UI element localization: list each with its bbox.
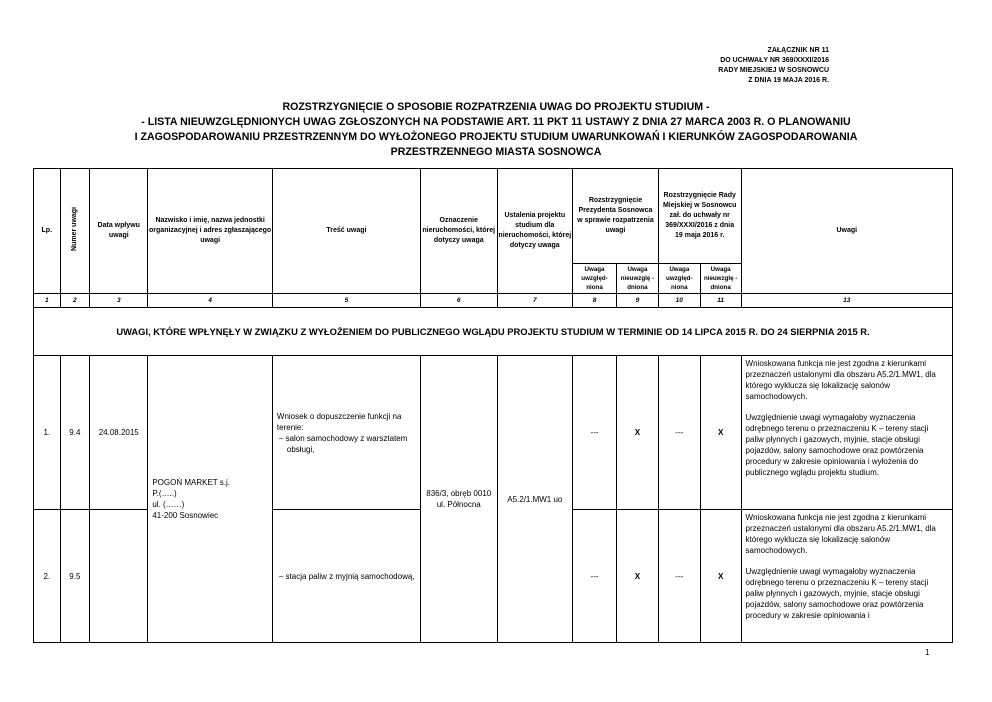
col-number: 4 [148, 294, 273, 308]
header-data: Data wpływu uwagi [90, 169, 148, 294]
row-rada-nieuwzgl: X [700, 356, 741, 510]
annex-line-2: DO UCHWAŁY NR 369/XXXI/2016 [720, 57, 829, 64]
uwagi-paragraph-1: Wnioskowana funkcja nie jest zgodna z kierunkami przeznaczeń ustalonymi dla obszaru A5.2/1.MW1, dla którego wyklucza się lokalizację salonów samochodowych. [745, 359, 936, 401]
property-cell: 836/3, obręb 0010 ul. Północna [420, 356, 497, 643]
row-rada-uwzgl: --- [658, 356, 700, 510]
row-lp: 1. [34, 356, 61, 510]
applicant-name: POGOŃ MARKET s.j. [152, 478, 230, 487]
row-rada-nieuwzgl: X [700, 510, 741, 643]
header-numer: Numer uwagi [70, 207, 78, 251]
uwagi-paragraph-1: Wnioskowana funkcja nie jest zgodna z kierunkami przeznaczeń ustalonymi dla obszaru A5.2/1.MW1, dla którego wyklucza się lokalizację salonów samochodowych. [745, 513, 936, 555]
title-line-3: I ZAGOSPODAROWANIU PRZESTRZENNYM DO WYŁOŻONEGO PROJEKTU STUDIUM UWARUNKOWAŃ I KIERUNKÓW ZAGOSPODAROWANIA [134, 131, 858, 143]
applicant-city: 41-200 Sosnowiec [152, 511, 219, 520]
col-number: 3 [90, 294, 148, 308]
header-prez-nieuwzgl: Uwaga nieuwzglę -dniona [616, 264, 658, 294]
remarks-table [33, 168, 953, 643]
col-number: 2 [60, 294, 90, 308]
title-line-2: - LISTA NIEUWZGLĘDNIONYCH UWAG ZGŁOSZONYCH NA PODSTAWIE ART. 11 PKT 11 USTAWY Z DNIA 27 MARCA 2003 R. O PLANOWANIU [141, 116, 851, 128]
col-number: 1 [34, 294, 61, 308]
col-number: 6 [420, 294, 497, 308]
col-number: 5 [272, 294, 420, 308]
row-prez-uwzgl: --- [573, 356, 617, 510]
row-uwagi [741, 510, 952, 643]
header-lp: Lp. [34, 169, 61, 294]
col-number: 13 [741, 294, 952, 308]
header-rada-uwzgl: Uwaga uwzględ-niona [658, 264, 700, 294]
uwagi-paragraph-2: Uwzględnienie uwagi wymagałoby wyznaczenia odrębnego terenu o przeznaczeniu K – tereny stacji paliw płynnych i gazowych, myjnie, stacje obsługi pojazdów, salony samochodowe oraz powtórzenia procedury w zakresie opiniowania i [745, 567, 929, 620]
header-nazwisko: Nazwisko i imię, nazwa jednostki organizacyjnej i adres zgłaszającego uwagi [148, 169, 273, 294]
col-number: 7 [497, 294, 573, 308]
annex-header [718, 46, 829, 86]
col-number: 10 [658, 294, 700, 308]
uwagi-paragraph-2: Uwzględnienie uwagi wymagałoby wyznaczenia odrębnego terenu o przeznaczeniu K – tereny stacji paliw płynnych i gazowych, myjnie, stacje obsługi pojazdów, salony samochodowe oraz powtórzenia procedury w zakresie opiniowania i wyłożenia do publicznego wglądu projektu studium. [745, 413, 929, 477]
row-prez-nieuwzgl: X [616, 356, 658, 510]
table-row [34, 356, 953, 510]
header-prez-uwzgl: Uwaga uwzględ-niona [573, 264, 617, 294]
tresc-item: – stacja paliw z myjnią samochodową, [278, 571, 415, 581]
title-line-4: PRZESTRZENNEGO MIASTA SOSNOWCA [390, 146, 602, 158]
annex-line-1: ZAŁĄCZNIK NR 11 [767, 47, 829, 54]
row-data: 24.08.2015 [90, 356, 148, 510]
row-rada-uwzgl: --- [658, 510, 700, 643]
row-numer: 9.4 [60, 356, 90, 510]
row-lp: 2. [34, 510, 61, 643]
col-number: 9 [616, 294, 658, 308]
title-line-1: ROZSTRZYGNIĘCIE O SPOSOBIE ROZPATRZENIA UWAG DO PROJEKTU STUDIUM - [282, 101, 710, 113]
row-prez-nieuwzgl: X [616, 510, 658, 643]
tresc-intro: Wniosek o dopuszczenie funkcji na terenie: [276, 411, 402, 432]
study-cell: A5.2/1.MW1 uo [497, 356, 573, 643]
section-title: UWAGI, KTÓRE WPŁYNĘŁY W ZWIĄZKU Z WYŁOŻENIEM DO PUBLICZNEGO WGLĄDU PROJEKTU STUDIUM W TERMINIE OD 14 LIPCA 2015 R. DO 24 SIERPNIA 2015 R. [34, 308, 953, 356]
header-rada: Rozstrzygnięcie Rady Miejskiej w Sosnowcu zał. do uchwały nr 369/XXXI/2016 z dnia 19 maja 2016 r. [658, 169, 741, 264]
row-tresc [272, 510, 420, 643]
col-number: 8 [573, 294, 617, 308]
row-uwagi [741, 356, 952, 510]
tresc-item: – salon samochodowy z warsztatem obsługi, [278, 433, 408, 454]
header-prezydent: Rozstrzygnięcie Prezydenta Sosnowca w sprawie rozpatrzenia uwagi [573, 169, 659, 264]
row-numer: 9.5 [60, 510, 90, 643]
annex-line-3: RADY MIEJSKIEJ W SOSNOWCU [718, 67, 829, 74]
applicant-street: ul. (……) [152, 500, 185, 509]
header-tresc: Treść uwagi [272, 169, 420, 294]
annex-line-4: Z DNIA 19 MAJA 2016 R. [748, 77, 829, 84]
document-title [40, 100, 952, 160]
applicant-p: P.(…..) [152, 489, 177, 498]
row-tresc [272, 356, 420, 510]
row-data [90, 510, 148, 643]
header-uwagi: Uwagi [741, 169, 952, 294]
header-ustalenia: Ustalenia projektu studium dla nieruchomości, której dotyczy uwaga [497, 169, 573, 294]
row-prez-uwzgl: --- [573, 510, 617, 643]
page-number: 1 [925, 648, 930, 657]
col-number: 11 [700, 294, 741, 308]
header-oznaczenie: Oznaczenie nieruchomości, której dotyczy uwaga [420, 169, 497, 294]
applicant-cell [148, 356, 273, 643]
header-rada-nieuwzgl: Uwaga nieuwzglę -dniona [700, 264, 741, 294]
